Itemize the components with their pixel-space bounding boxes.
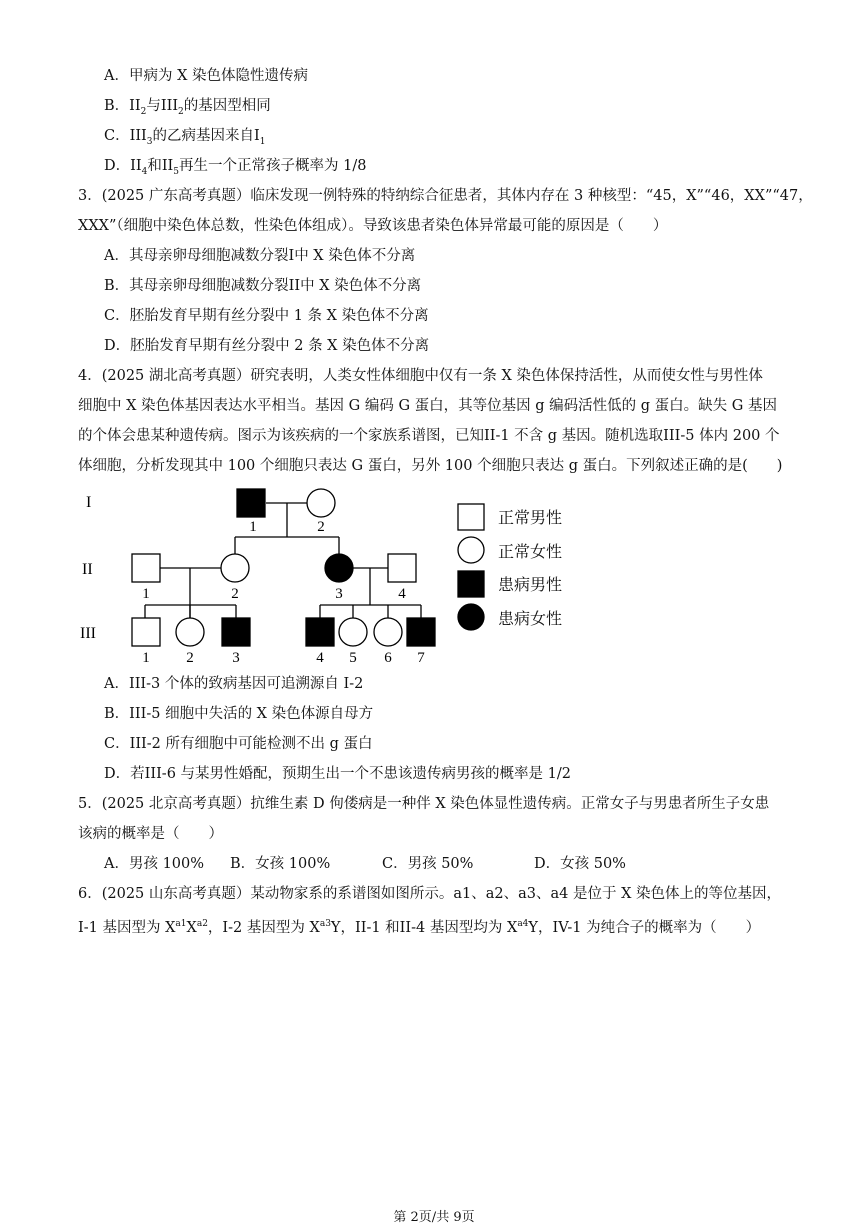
individual-II-2 xyxy=(221,554,249,582)
legend-label: 正常女性 xyxy=(498,541,563,561)
label-III-1: 1 xyxy=(142,650,150,666)
label-III-5: 5 xyxy=(349,650,357,666)
q4-option-d: D．若III-6 与某男性婚配，预期生出一个不患该遗传病男孩的概率是 1/2 xyxy=(104,766,571,782)
legend-normal-male xyxy=(456,500,562,534)
individual-III-2 xyxy=(176,618,204,646)
label-III-4: 4 xyxy=(316,650,324,666)
label-III-6: 6 xyxy=(384,650,392,666)
label-II-2: 2 xyxy=(231,586,239,602)
page-footer: 第 2页/共 9页 xyxy=(393,1210,475,1225)
legend-label: 患病男性 xyxy=(498,575,563,595)
q4-stem-line2: 细胞中 X 染色体基因表达水平相当。基因 G 编码 G 蛋白，其等位基因 g 编码活性低的 g 蛋白。缺失 G 基因 xyxy=(78,398,777,414)
affected-female-icon xyxy=(456,602,486,632)
q4-stem-line3: 的个体会患某种遗传病。图示为该疾病的一个家族系谱图，已知II-1 不含 g 基因。随机选取III-5 体内 200 个 xyxy=(78,428,780,444)
legend-label: 正常男性 xyxy=(498,508,563,528)
legend-affected-female xyxy=(456,601,562,635)
q5-stem-line1: 5．(2025 北京高考真题）抗维生素 D 佝偻病是一种伴 X 染色体显性遗传病。正常女子与男患者所生子女患 xyxy=(78,796,770,812)
normal-female-icon xyxy=(456,535,486,565)
normal-male-icon xyxy=(456,502,486,532)
gen-label-3: III xyxy=(80,625,96,642)
label-II-4: 4 xyxy=(398,586,406,602)
q4-option-c: C．III-2 所有细胞中可能检测不出 g 蛋白 xyxy=(104,736,373,752)
individual-II-4 xyxy=(388,554,416,582)
q2-option-c: C．$III_3$的乙病基因来自$I_1$ xyxy=(104,128,266,147)
q5-option-c: C．男孩 50% xyxy=(382,856,474,872)
q6-stem-line1: 6．(2025 山东高考真题）某动物家系的系谱图如图所示。a1、a2、a3、a4 是位于 X 染色体上的等位基因， xyxy=(78,886,782,902)
q2-option-d: D．$II_4$和$II_5$再生一个正常孩子概率为 1/8 xyxy=(104,158,367,177)
individual-III-3 xyxy=(222,618,250,646)
q2-option-b: B．$II_2$与$III_2$的基因型相同 xyxy=(104,98,271,117)
pedigree-diagram xyxy=(70,478,450,668)
legend-affected-male xyxy=(456,567,562,601)
q4-stem-line1: 4．(2025 湖北高考真题）研究表明，人类女性体细胞中仅有一条 X 染色体保持活性，从而使女性与男性体 xyxy=(78,368,763,384)
individual-III-4 xyxy=(306,618,334,646)
q2-option-a: A．甲病为 X 染色体隐性遗传病 xyxy=(104,68,309,84)
legend-normal-female xyxy=(456,534,562,568)
pedigree-legend xyxy=(456,500,562,634)
individual-III-7 xyxy=(407,618,435,646)
q4-option-b: B．III-5 细胞中失活的 X 染色体源自母方 xyxy=(104,706,374,722)
label-III-2: 2 xyxy=(186,650,194,666)
q3-option-c: C．胚胎发育早期有丝分裂中 1 条 X 染色体不分离 xyxy=(104,308,429,324)
individual-III-1 xyxy=(132,618,160,646)
q5-stem-line2: 该病的概率是（ ） xyxy=(78,826,223,842)
q3-option-a: A．其母亲卵母细胞减数分裂I中 X 染色体不分离 xyxy=(104,248,416,264)
q5-option-b: B．女孩 100% xyxy=(230,856,331,872)
individual-III-5 xyxy=(339,618,367,646)
q3-option-b: B．其母亲卵母细胞减数分裂II中 X 染色体不分离 xyxy=(104,278,422,294)
gen-label-2: II xyxy=(82,561,93,578)
q3-option-d: D．胚胎发育早期有丝分裂中 2 条 X 染色体不分离 xyxy=(104,338,430,354)
individual-I-2 xyxy=(307,489,335,517)
label-I-2: 2 xyxy=(317,519,325,535)
individual-II-1 xyxy=(132,554,160,582)
individual-II-3 xyxy=(325,554,353,582)
label-II-1: 1 xyxy=(142,586,150,602)
individual-I-1 xyxy=(237,489,265,517)
affected-male-icon xyxy=(456,569,486,599)
legend-label: 患病女性 xyxy=(498,608,563,628)
label-III-3: 3 xyxy=(232,650,240,666)
q5-option-a: A．男孩 100% xyxy=(104,856,205,872)
label-III-7: 7 xyxy=(417,650,425,666)
label-I-1: 1 xyxy=(249,519,257,535)
q5-option-d: D．女孩 50% xyxy=(534,856,626,872)
label-II-3: 3 xyxy=(335,586,343,602)
individual-III-6 xyxy=(374,618,402,646)
q4-stem-line4: 体细胞，分析发现其中 100 个细胞只表达 G 蛋白，另外 100 个细胞只表达 g 蛋白。下列叙述正确的是( ) xyxy=(78,458,783,474)
gen-label-1: I xyxy=(86,494,92,511)
q3-stem-line1: 3．(2025 广东高考真题）临床发现一例特殊的特纳综合征患者，其体内存在 3 种核型：“45，X”“46，XX”“47， xyxy=(78,188,813,204)
q3-stem-line2: XXX”（细胞中染色体总数，性染色体组成）。导致该患者染色体异常最可能的原因是（ ） xyxy=(78,218,668,234)
q6-stem-line2: I-1 基因型为 $X^{a1}X^{a2}$，I-2 基因型为 $X^{a3}Y$，II-1 和II-4 基因型均为 $X^{a4}Y$，IV-1 为纯合子的概率为（ ） xyxy=(78,919,761,936)
q4-option-a: A．III-3 个体的致病基因可追溯源自 I-2 xyxy=(104,676,364,692)
